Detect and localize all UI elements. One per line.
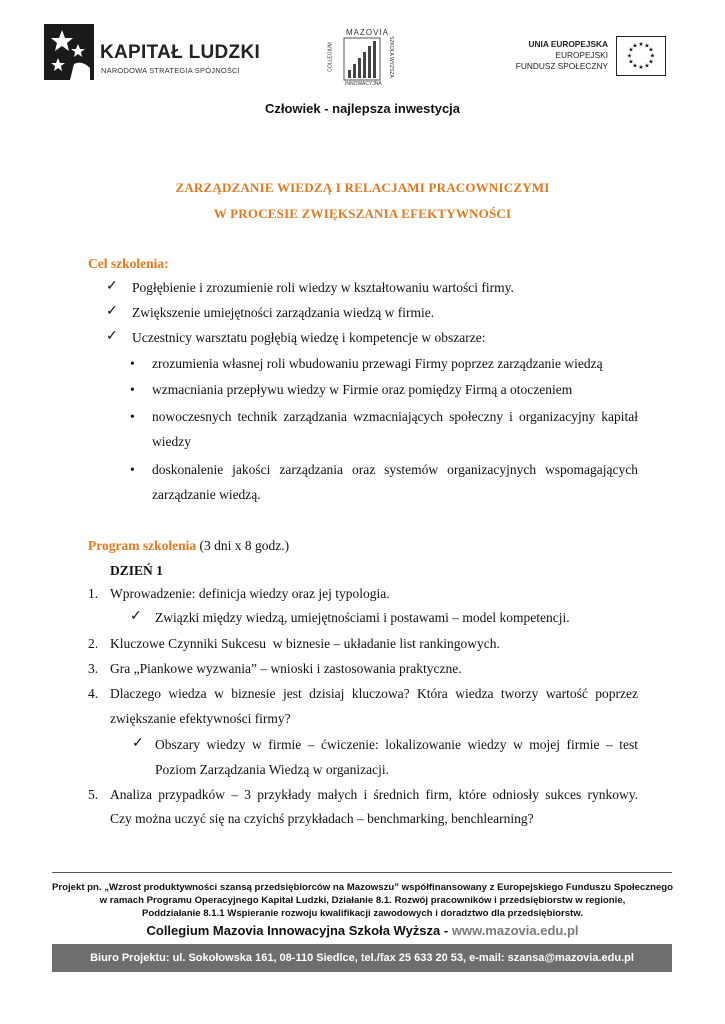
kapital-ludzki-logo [44,24,274,84]
sub-goal-item-cont: zarządzanie wiedzą. [152,487,261,502]
goal-heading: Cel szkolenia: [88,256,169,271]
svg-text:★: ★ [626,52,633,60]
office-address: Biuro Projektu: ul. Sokołowska 161, 08-110 Siedlce, tel./fax 25 633 20 53, e-mail: szansa@mazovia.edu.pl [90,952,634,964]
svg-text:★: ★ [648,46,654,54]
collegium-right-text: SZKOŁA WYŻSZA [387,36,394,78]
program-duration: (3 dni x 8 godz.) [199,538,290,553]
bullet-icon: • [130,462,135,477]
day-label: DZIEŃ 1 [110,563,163,578]
goal-item: Zwiększenie umiejętności zarządzania wiedzą w firmie. [132,305,435,320]
item-number: 3. [88,661,99,676]
footer-line3: Poddziałanie 8.1.1 Wspieranie rozwoju kwalifikacji zawodowych i doradztwo dla przedsiębiorstw. [141,908,584,919]
footer-school-row [0,923,725,938]
document-title-line2: W PROCESIE ZWIĘKSZANIA EFEKTYWNOŚCI [213,206,512,221]
eu-flag-icon [616,36,666,76]
sub-goal-item: doskonalenie jakości zarządzania oraz systemów organizacyjnych wspomagających [152,462,638,477]
document-title-line1: ZARZĄDZANIE WIEDZĄ I RELACJAMI PRACOWNICZYMI [175,180,550,195]
svg-text:★: ★ [628,46,634,54]
footer-line2: w ramach Programu Operacyjnego Kapitał Ludzki, Działanie 8.1. Rozwój pracowników i przedsiębiorstw w regionie, [99,895,626,906]
svg-text:★: ★ [649,52,656,60]
svg-text:★: ★ [638,64,644,71]
check-icon: ✓ [132,736,144,751]
goal-item: Pogłębienie i zrozumienie roli wiedzy w kształtowaniu wartości firmy. [132,280,514,295]
eu-text-block [486,39,608,72]
tagline: Człowiek - najlepsza inwestycja [264,101,461,116]
collegium-top-text: MAZOVIA [346,28,390,37]
bullet-icon: • [130,409,135,424]
svg-text:★: ★ [638,41,644,48]
program-item: Dlaczego wiedza w biznesie jest dzisiaj kluczowa? Która wiedza tworzy wartość poprzez [110,686,638,701]
item-number: 2. [88,636,99,651]
school-name: Collegium Mazovia Innowacyjna Szkoła Wyższa - [146,923,449,938]
footer-office-bar [52,944,672,972]
program-heading-row [88,536,289,556]
svg-text:★: ★ [632,42,638,50]
sub-goal-item: wzmacniania przepływu wiedzy w Firmie oraz pomiędzy Firmą a otoczeniem [152,382,573,397]
svg-text:★: ★ [632,62,638,70]
school-url[interactable]: www.mazovia.edu.pl [451,923,579,938]
kapital-title: KAPITAŁ LUDZKI [100,42,261,63]
collegium-left-text: COLLEGIUM [327,42,334,72]
eu-line3: FUNDUSZ SPOŁECZNY [515,61,608,71]
program-item: Gra „Piankowe wyzwania” – wnioski i zastosowania praktyczne. [110,661,462,676]
kapital-ludzki-emblem-icon [44,24,94,80]
program-item: Kluczowe Czynniki Sukcesu w biznesie – układanie list rankingowych. [110,636,500,651]
program-sub-item: Obszary wiedzy w firmie – ćwiczenie: lokalizowanie wiedzy w mojej firmie – test [155,737,638,752]
program-sub-item-cont: Poziom Zarządzania Wiedzą w organizacji. [155,762,389,777]
svg-text:★: ★ [648,58,654,66]
item-number: 4. [88,686,99,701]
program-item-cont: Czy można uczyć się na czyichś przykładach – benchmarking, benchlearning? [110,811,534,826]
program-item: Wprowadzenie: definicja wiedzy oraz jej typologia. [110,586,390,601]
goal-item: Uczestnicy warsztatu pogłębią wiedzę i kompetencje w obszarze: [132,330,486,345]
bullet-icon: • [130,356,135,371]
collegium-mazovia-logo [327,28,394,90]
sub-goal-item-cont: wiedzy [152,434,191,449]
svg-text:★: ★ [644,62,650,70]
eu-logo [486,36,670,88]
footer-divider [52,872,672,873]
bullet-icon: • [130,382,135,397]
collegium-bottom-text: INNOWACYJNA [345,81,382,87]
program-heading: Program szkolenia [88,538,197,553]
item-number: 1. [88,586,99,601]
check-icon: ✓ [106,329,118,344]
sub-goal-item: zrozumienia własnej roli wbudowaniu przewagi Firmy poprzez zarządzanie wiedzą [152,356,603,371]
program-sub-item: Związki między wiedzą, umiejętnościami i postawami – model kompetencji. [155,610,570,625]
svg-text:★: ★ [644,42,650,50]
svg-text:★: ★ [628,58,634,66]
footer-line1: Projekt pn. „Wzrost produktywności szansą przedsiębiorców na Mazowszu” współfinansowany z Europejskiego Funduszu Społecznego [51,882,674,893]
program-item-cont: zwiększanie efektywności firmy? [110,711,291,726]
item-number: 5. [88,787,99,802]
kapital-subtitle: NARODOWA STRATEGIA SPÓJNOŚCI [101,66,240,75]
check-icon: ✓ [130,609,142,624]
eu-line2: EUROPEJSKI [555,50,608,60]
check-icon: ✓ [106,279,118,294]
eu-line1: UNIA EUROPEJSKA [528,39,608,49]
sub-goal-item: nowoczesnych technik zarządzania wzmacniających społeczny i organizacyjny kapitał [152,409,638,424]
program-item: Analiza przypadków – 3 przykłady małych i średnich firm, które odniosły sukces rynkowy. [110,787,638,802]
check-icon: ✓ [106,304,118,319]
